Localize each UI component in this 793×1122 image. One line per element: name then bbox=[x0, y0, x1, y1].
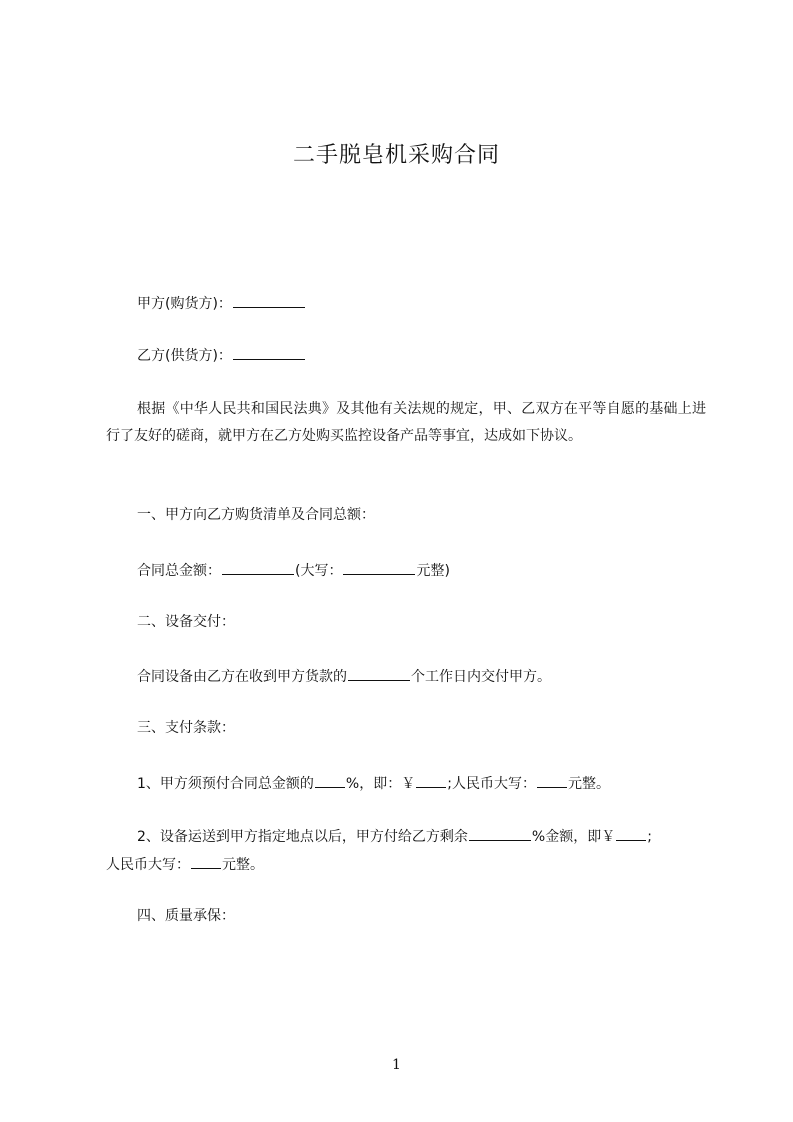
party-b-blank bbox=[233, 344, 305, 360]
party-a-blank bbox=[233, 292, 305, 308]
preamble-paragraph: 根据《中华人民共和国民法典》及其他有关法规的规定，甲、乙双方在平等自愿的基础上进行了友好的磋商，就甲方在乙方处购买监控设备产品等事宜，达成如下协议。 bbox=[106, 401, 706, 444]
delivery-line bbox=[137, 665, 551, 687]
payment-2-continuation bbox=[106, 853, 264, 875]
payment-2-part-3: ; bbox=[647, 829, 652, 845]
payment-2-part-5: 元整。 bbox=[222, 857, 264, 873]
party-a-line bbox=[137, 292, 306, 314]
payment-1-upper-blank bbox=[537, 772, 567, 788]
delivery-days-blank bbox=[348, 665, 410, 681]
section-2-heading: 二、设备交付： bbox=[137, 614, 235, 630]
payment-2-upper-blank bbox=[191, 853, 221, 869]
page-number: 1 bbox=[392, 1057, 401, 1073]
payment-1-amount-blank bbox=[416, 772, 446, 788]
total-amount-upper-open: (大写： bbox=[295, 563, 343, 579]
total-amount-upper-blank bbox=[343, 559, 415, 575]
section-3-heading: 三、支付条款： bbox=[137, 720, 235, 736]
page-title: 二手脱皂机采购合同 bbox=[292, 143, 500, 168]
payment-1-part-2: %，即：￥ bbox=[345, 776, 416, 792]
payment-1-part-1: 1、甲方须预付合同总金额的 bbox=[137, 776, 314, 792]
payment-2-part-2: %金额，即￥ bbox=[531, 829, 616, 845]
party-a-label: 甲方(购货方)： bbox=[137, 296, 232, 312]
payment-2-amount-blank bbox=[616, 825, 646, 841]
section-4-heading: 四、质量承保： bbox=[137, 908, 235, 924]
party-b-line bbox=[137, 344, 306, 366]
total-amount-upper-close: 元整) bbox=[416, 563, 450, 579]
payment-2-part-4: 人民币大写： bbox=[106, 857, 190, 873]
payment-1-part-3: ;人民币大写： bbox=[447, 776, 536, 792]
total-amount-label: 合同总金额： bbox=[137, 563, 221, 579]
payment-2-percent-blank bbox=[469, 825, 531, 841]
payment-1-percent-blank bbox=[315, 772, 345, 788]
payment-1-line bbox=[137, 772, 610, 794]
payment-2-part-1: 2、设备运送到甲方指定地点以后，甲方付给乙方剩余 bbox=[137, 829, 468, 845]
delivery-text-1: 合同设备由乙方在收到甲方货款的 bbox=[137, 669, 347, 685]
total-amount-line bbox=[137, 559, 450, 581]
payment-2-line bbox=[137, 825, 652, 847]
section-1-heading: 一、甲方向乙方购货清单及合同总额： bbox=[137, 507, 375, 523]
party-b-label: 乙方(供货方)： bbox=[137, 348, 232, 364]
payment-1-part-4: 元整。 bbox=[567, 776, 610, 792]
total-amount-blank bbox=[222, 559, 294, 575]
delivery-text-2: 个工作日内交付甲方。 bbox=[411, 669, 551, 685]
